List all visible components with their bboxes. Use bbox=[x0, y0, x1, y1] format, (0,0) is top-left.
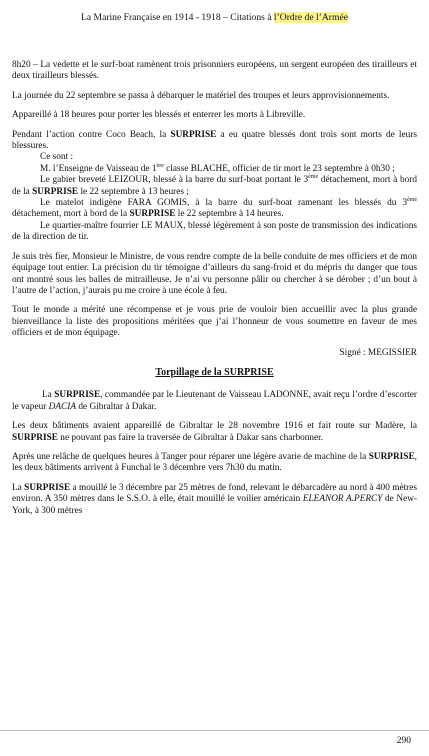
text-run: La bbox=[42, 390, 55, 401]
paragraph bbox=[12, 483, 417, 517]
superscript: ème bbox=[308, 174, 319, 181]
paragraph: Je suis très fier, Monsieur le Ministre, de vous rendre compte de la belle conduite de mes officiers et de mon équipage tout entier. La précision du tir témoigne d’ailleurs du sang-froid et du mépris du danger que tous ont montré sous les balles de mitrailleuse. Je n’ai vu personne pâlir ou chercher à se dérober ; d’un bout à l’autre de l’action, j’aurais pu me croire à une école à feu. bbox=[12, 251, 417, 296]
ship-name: SURPRISE bbox=[170, 129, 217, 140]
signature: Signé : MEGISSIER bbox=[339, 347, 417, 358]
paragraph bbox=[12, 421, 417, 444]
text-run: M. l’Enseigne de Vaisseau de 1 bbox=[40, 163, 157, 174]
text-run: détachement, mort à bord de la bbox=[12, 209, 130, 220]
ship-name-italic: DACIA bbox=[48, 401, 77, 412]
ship-name: SURPRISE bbox=[12, 432, 58, 443]
ship-name-italic: ELEANOR A.PERCY bbox=[302, 494, 383, 505]
paragraph bbox=[12, 390, 417, 413]
text-run: détachement, mort à bord de la bbox=[12, 175, 417, 197]
paragraph: Le quartier-maître fourrier LE MAUX, blessé légèrement à son poste de transmission des indications de la direction de tir. bbox=[12, 220, 417, 243]
text-run: ne pouvant pas faire la traversée de Gibraltar à Dakar sans charbonner. bbox=[57, 432, 324, 443]
section-title: Torpillage de la SURPRISE bbox=[155, 366, 274, 378]
document-body bbox=[12, 60, 417, 525]
ship-name: SURPRISE bbox=[32, 186, 79, 197]
paragraph bbox=[12, 164, 417, 175]
text-run: , les deux bâtiments arrivent à Funchal le 3 décembre vers 7h30 du matin. bbox=[12, 451, 417, 474]
paragraph: 8h20 – La vedette et le surf-boat ramènent trois prisonniers européens, un sergent européen des tirailleurs et deux tirailleurs blessés. bbox=[12, 60, 417, 82]
header-highlight: l’Ordre de l’Armée bbox=[273, 12, 348, 23]
text-run: le 22 septembre à 14 heures. bbox=[175, 209, 284, 220]
text-run: de New-York, à 300 mètres bbox=[12, 494, 418, 516]
ship-name: SURPRISE bbox=[54, 390, 101, 401]
ship-name: SURPRISE bbox=[368, 451, 415, 462]
paragraph: La journée du 22 septembre se passa à débarquer le matériel des troupes et leurs approvisionnements. bbox=[12, 90, 390, 101]
text-run: Après une relâche de quelques heures à Tanger pour réparer une légère avarie de machine de la bbox=[12, 451, 369, 462]
paragraph bbox=[12, 198, 417, 221]
text-run: Pendant l’action contre Coco Beach, la bbox=[12, 129, 171, 140]
paragraph bbox=[12, 130, 417, 153]
text-run: La bbox=[12, 482, 25, 493]
text-run: classe BLACHE, officier de tir mort le 23 septembre à 0h30 ; bbox=[163, 163, 395, 174]
superscript: ème bbox=[407, 196, 417, 203]
running-header bbox=[0, 12, 429, 24]
paragraph bbox=[12, 175, 417, 198]
paragraph: Appareillé à 18 heures pour porter les blessés et enterrer les morts à Libreville. bbox=[12, 110, 306, 121]
paragraph: Tout le monde a mérité une récompense et je vous prie de vouloir bien accueillir avec la plus grande bienveillance la liste des propositions méritées que j’ai l’honneur de vous soumettre en faveur de mes officiers et de mon équipage. bbox=[12, 305, 417, 339]
text-run: , commandée par le Lieutenant de Vaisseau LADONNE, avait reçu l’ordre d’escorter le vapeur bbox=[12, 390, 417, 412]
ship-name: SURPRISE bbox=[129, 209, 176, 220]
paragraph bbox=[12, 452, 417, 475]
header-title: La Marine Française en 1914 - 1918 – Citations à bbox=[81, 12, 274, 23]
text-run: Le gabier breveté LEIZOUR, blessé à la barre du surf-boat portant le 3 bbox=[40, 175, 309, 186]
text-run: Le matelot indigène FARA GOMIS, à la barre du surf-boat ramenant les blessés du 3 bbox=[40, 198, 407, 209]
text-run: a mouillé le 3 décembre par 25 mètres de fond, relevant le débarcadère au nord à 400 mètres environ. A 350 mètres dans le S.S.O. à elle, était mouillé le voilier américain bbox=[12, 482, 417, 505]
text-run: a eu quatre blessés dont trois sont morts de leurs blessures. bbox=[12, 129, 417, 152]
ship-name: SURPRISE bbox=[24, 482, 71, 493]
text-run: le 22 septembre à 13 heures ; bbox=[78, 186, 189, 197]
superscript: ère bbox=[156, 162, 164, 169]
text-run: Les deux bâtiments avaient appareillé de Gibraltar le 28 novembre 1916 et fait route sur Madère, la bbox=[12, 421, 417, 432]
page-number: 290 bbox=[396, 736, 411, 746]
text-run: de Gibraltar à Dakar. bbox=[76, 401, 157, 412]
footer-divider bbox=[0, 730, 429, 731]
paragraph: Ce sont : bbox=[40, 152, 74, 163]
